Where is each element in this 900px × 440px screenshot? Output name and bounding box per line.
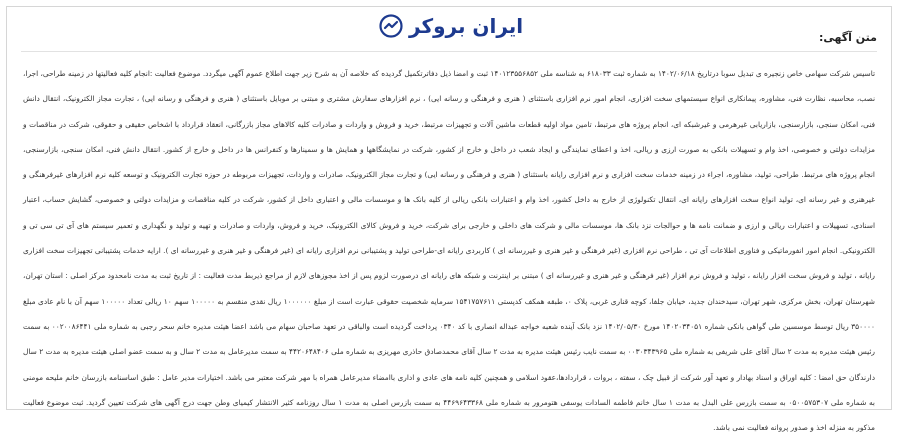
heading-divider [21, 51, 877, 52]
notice-heading: متن آگهی: [819, 31, 877, 44]
site-logo-text: ایران بروکر [409, 14, 524, 38]
notice-body: تاسیس شرکت سهامی خاص زنجیره ی تبدیل سوبا درتاریخ ۱۴۰۲/۰۶/۱۸ به شماره ثبت ۶۱۸۰۳۳ به شناسه ملی ۱۴۰۱۲۳۵۵۶۸۵۲ ثبت و امضا ذیل دفاترتکمیل گردیده که خلاصه آن به شرح زیر جهت اطلاع عموم آگهی میگردد. موضوع فعالیت :انجام کلیه فعالیتها در زمینه طراحی، اجرا، نصب، محاسبه، نظارت فنی، مشاوره، پیمانکاری انواع سیستمهای سخت افزاری، انجام امور نرم افزاری باستثنای ( هنری و فرهنگی و رسانه ایی) ، نرم افزارهای سفارش مشتری و مبتنی بر موبایل باستثنای ( هنری و فرهنگی و رسانه ایی) ، تجارت مجاز الکترونیک، انتقال دانش فنی، امکان سنجی، بازارسنجی، بازاریابی غیرهرمی و غیرشبکه ای، انجام پروژه های مرتبط، تامین مواد اولیه قطعات ماشین آلات و تجهیزات مرتبط، خرید و فروش و واردات و صادرات کلیه کالاهای مجاز بازرگانی، انعقاد قرارداد با اشخاص حقیقی و حقوقی، شرکت در مناقصات و مزایدات دولتی و خصوصی، اخذ وام و تسهیلات بانکی به صورت ارزی و ریالی، اخذ و اعطای نمایندگی و ایجاد شعب در داخل و خارج از کشور، شرکت در نمایشگاهها و همایش ها و سمینارها و کنفرانس ها در داخل و خارج از کشور. انتقال دانش فنی، امکان سنجی، بازارسنجی، انجام پروژه های مرتبط. طراحی، تولید، مشاوره، اجراء در زمینه خدمات سخت افزاری و نرم افزاری رایانه باستثنای ( هنری و فرهنگی و رسانه ایی) و تجارت مجاز الکترونیک، صادرات و واردات، تجهیزات مربوطه در حوزه تجارت الکترونیک و توسعه کلیه نرم افزارهای غیرفرهنگی و غیرهنری و غیر رسانه ای، تولید انواع سخت افزارهای رایانه ای، انتقال تکنولوژی از خارج به داخل کشور، اخذ وام و اعتبارات بانکی ریالی از کلیه بانک ها و موسسات مالی و اعتباری داخل از کشور، شرکت در کلیه مناقصات و مزایدات دولتی و خصوصی، گشایش حساب، اعتبار اسنادی، تسهیلات و اعتبارات ریالی و ارزی و ضمانت نامه ها و حوالجات نزد بانک ها، موسسات مالی و شرکت های داخلی و خارجی برای شرکت، خرید و فروش کالای الکترونیک، خرید و فروش، واردات و صادرات و تهیه و تولید و نگهداری و تعمیر سیستم های آی تی سی تی و الکترونیکی. انجام امور انفورماتیکی و فناوری اطلاعات آی تی ، طراحی نرم افزاری (غیر فرهنگی و غیر هنری و غیررسانه ای ) کاربردی رایانه ای-طراحی تولید و پشتیبانی نرم افزاری رایانه ای (غیر فرهنگی و غیر هنری و غیررسانه ای ). ارایه خدمات پشتیبانی تجهیزات سخت افزاری رایانه ، تولید و فروش سخت افزار رایانه ، تولید و فروش نرم افزار (غیر فرهنگی و غیر هنری و غیررسانه ای ) مبتنی بر اینترنت و شبکه های رایانه ای درصورت لزوم پس از اخذ مجوزهای لازم از مراجع ذیربط مدت فعالیت : از تاریخ ثبت به مدت نامحدود مرکز اصلی : استان تهران، شهرستان تهران، بخش مرکزی، شهر تهران، سیدخندان جدید، خیابان جلفا، کوچه قناری غربی، پلاک ۰، طبقه همکف کدپستی ۱۵۴۱۷۵۷۶۱۱ سرمایه شخصیت حقوقی عبارت است از مبلغ ۱۰۰۰۰۰۰ ریال نقدی منقسم به ۱۰۰۰۰۰ سهم ۱۰ ریالی تعداد ۱۰۰۰۰۰ سهم آن با نام عادی مبلغ ۳۵۰۰۰۰ ریال توسط موسسین طی گواهی بانکی شماره ۱۴۰۲۰۳۴۰۵۱ مورخ ۱۴۰۲/۰۵/۳۰ نزد بانک آینده شعبه خواجه عبداله انصاری با کد ۰۳۴۰ پرداخت گردیده است والباقی در تعهد صاحبان سهام می باشد اعضا هیئت مدیره خانم سحر رجبی به شماره ملی ۰۰۲۰۰۸۶۴۴۱ به سمت رئیس هیئت مدیره به مدت ۲ سال آقای علی شریفی به شماره ملی ۰۰۳۰۳۴۳۹۶۵ به سمت نایب رئیس هیئت مدیره به مدت ۲ سال آقای محمدصادق حاذری مهریزی به شماره ملی ۴۴۲۰۶۴۸۴۰۶ به سمت مدیرعامل به مدت ۲ سال و به سمت عضو اصلی هیئت مدیره به مدت ۲ سال دارندگان حق امضا : کلیه اوراق و اسناد بهادار و تعهد آور شرکت از قبیل چک ، سفته ، بروات ، قراردادها،عقود اسلامی و همچنین کلیه نامه های عادی و اداری باامضاء مدیرعامل همراه با مهر شرکت معتبر می باشد. اختیارات مدیر عامل : طبق اساسنامه بازرسان خانم ملیحه مومنی به شماره ملی ۰۵۰۰۵۷۵۳۰۷ به سمت بازرس علی البدل به مدت ۱ سال خانم فاطمه السادات یوسفی هتومرور به شماره ملی ۴۴۶۹۶۴۳۳۶۸ به سمت بازرس اصلی به مدت ۱ سال روزنامه کثیر الانتشار کیمیای وطن جهت درج آگهی های شرکت تعیین گردید. ثبت موضوع فعالیت مذکور به منزله اخذ و صدور پروانه فعالیت نمی باشد. [23, 69, 876, 433]
site-logo[interactable] [379, 11, 539, 41]
iranbroker-logo-icon [379, 14, 403, 38]
notice-card [6, 6, 892, 433]
